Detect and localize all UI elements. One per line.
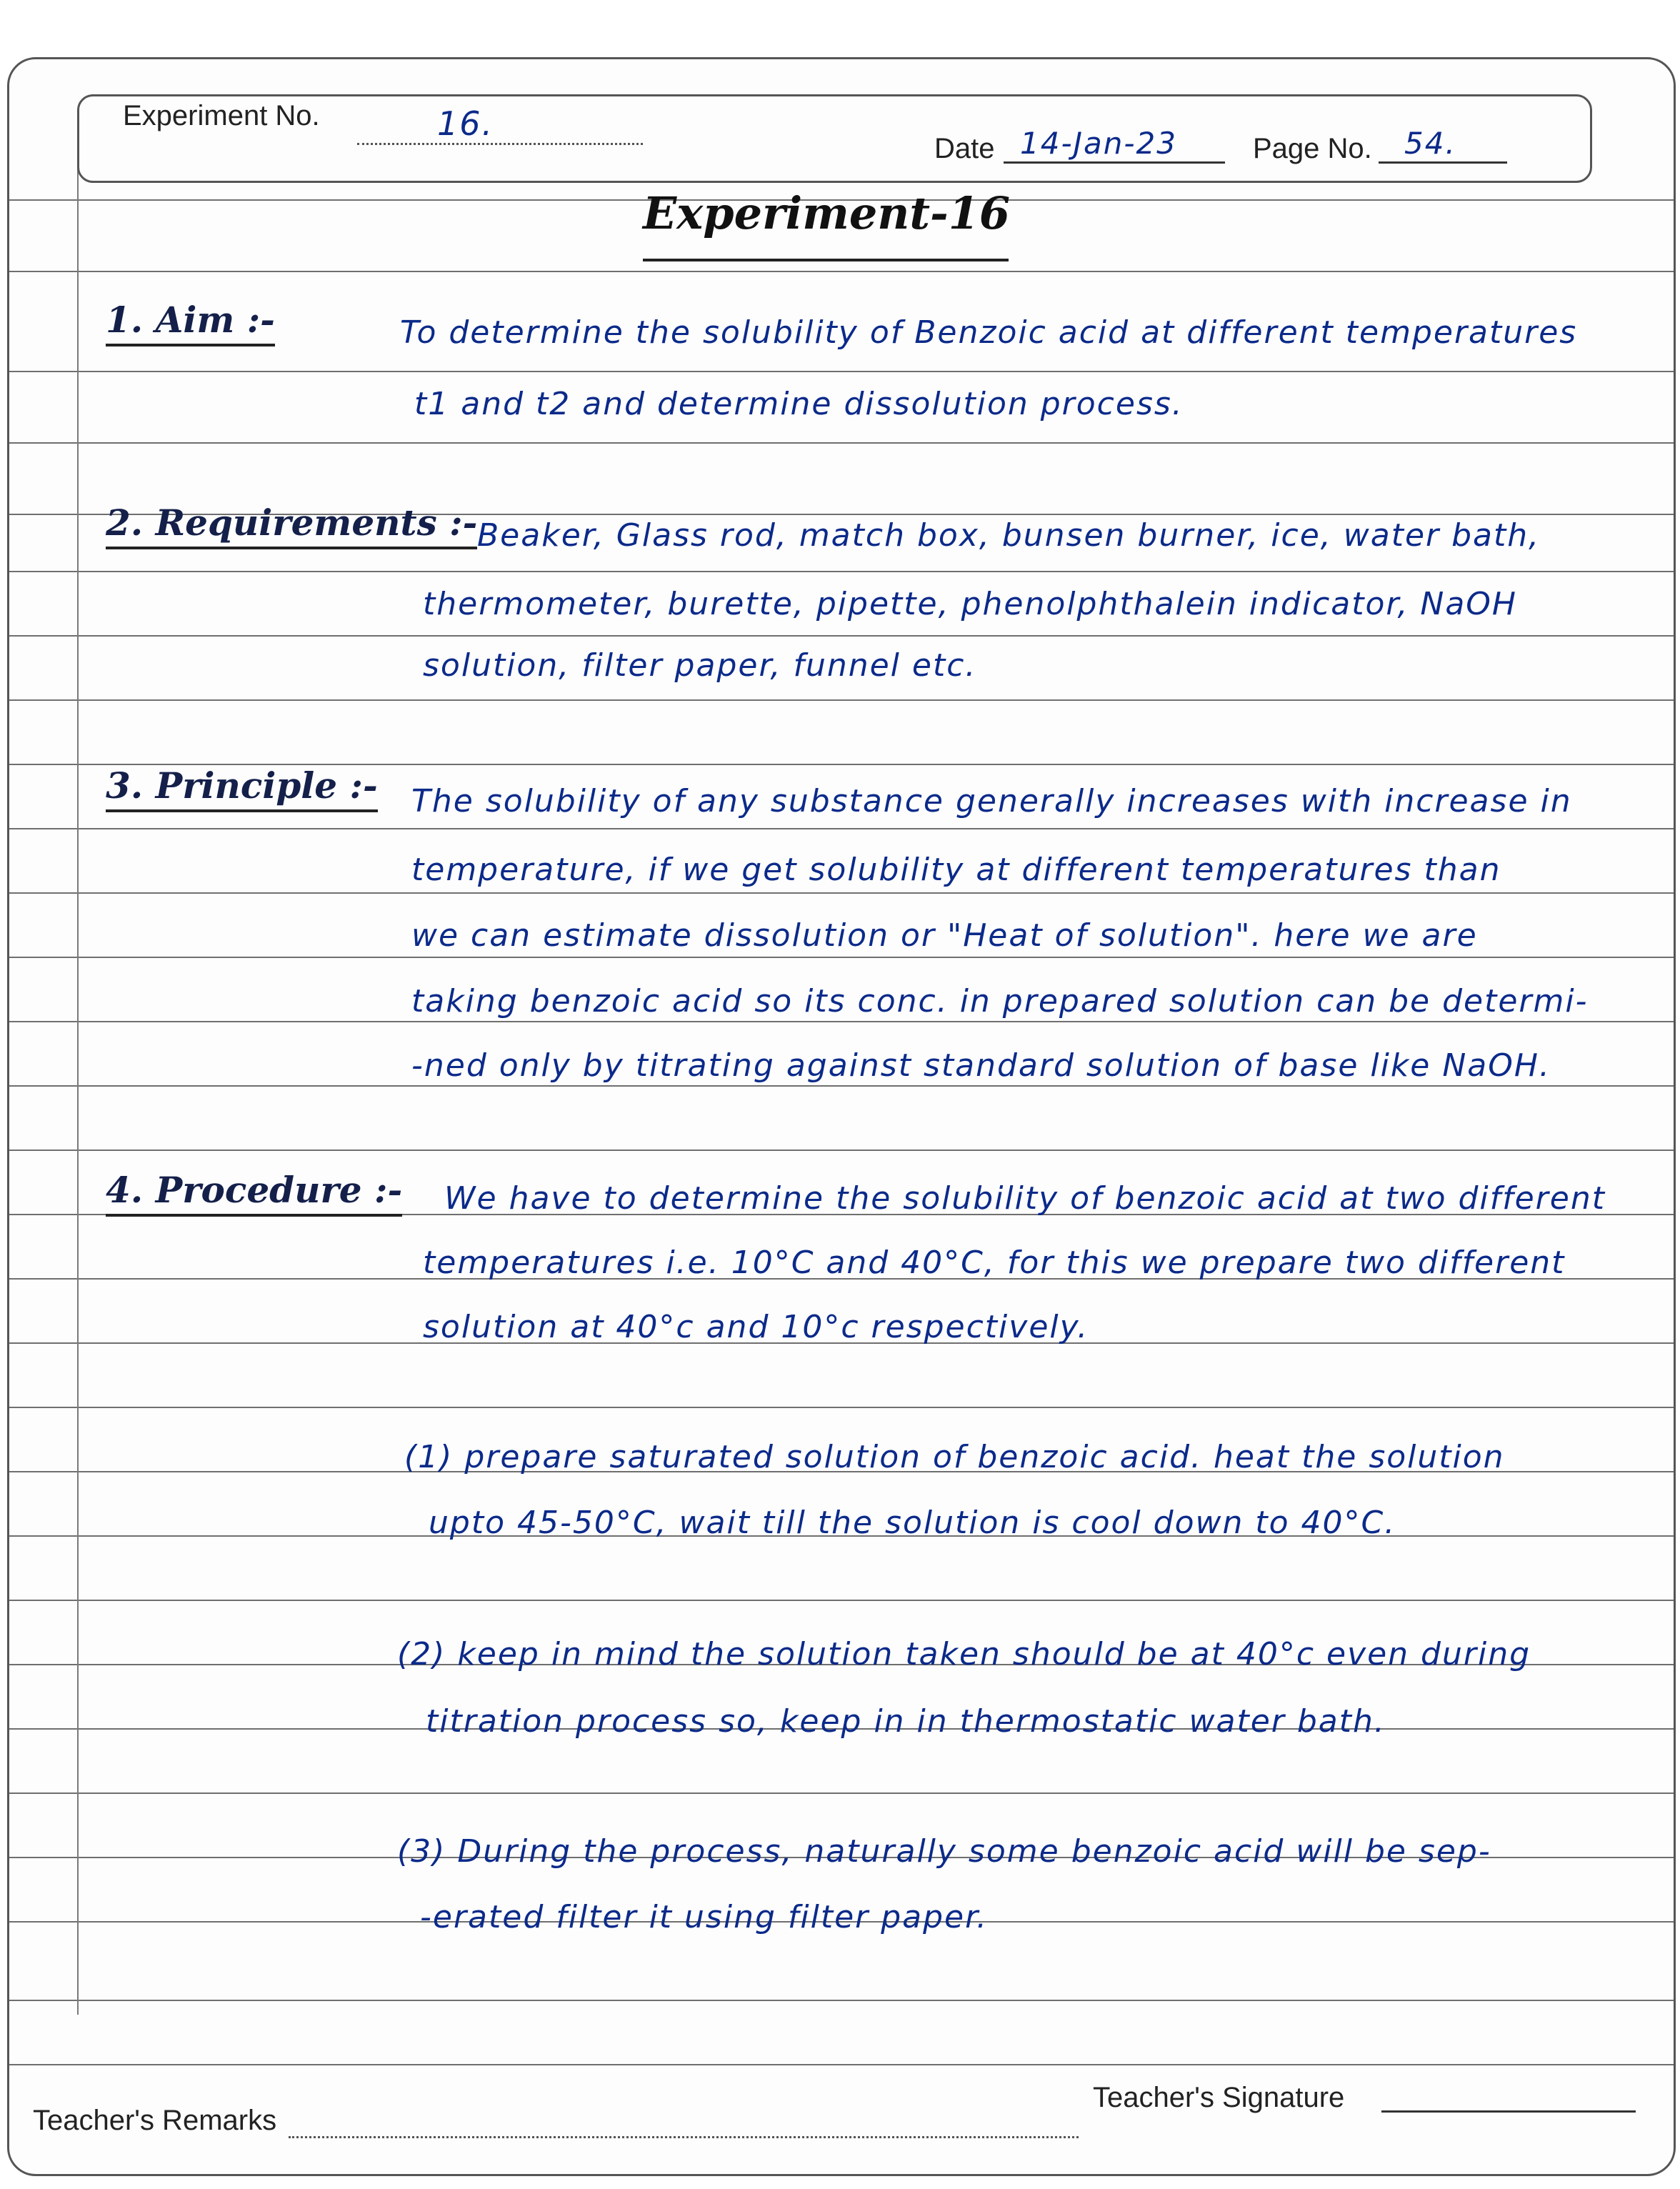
- requirements-line-1: Beaker, Glass rod, match box, bunsen burner, ice, water bath,: [477, 517, 1541, 554]
- procedure-line-3: solution at 40°c and 10°c respectively.: [423, 1309, 1089, 1345]
- ruled-line: [9, 1021, 1674, 1022]
- teachers-remarks-label: Teacher's Remarks: [33, 2105, 277, 2136]
- requirements-line-3: solution, filter paper, funnel etc.: [423, 647, 977, 684]
- aim-line-2: t1 and t2 and determine dissolution process.: [414, 386, 1184, 422]
- ruled-line: [9, 2000, 1674, 2001]
- page-title: Experiment-16: [643, 187, 1011, 239]
- principle-line-1: The solubility of any substance generally increases with increase in: [411, 783, 1572, 819]
- page-no-value: 54.: [1404, 126, 1456, 161]
- ruled-line: [9, 892, 1674, 894]
- procedure-step-3-line-1: (3) During the process, naturally some benzoic acid will be sep-: [397, 1833, 1491, 1870]
- ruled-line: [9, 1600, 1674, 1601]
- page-no-label: Page No.: [1253, 133, 1372, 164]
- aim-line-1: To determine the solubility of Benzoic acid at different temperatures: [400, 314, 1578, 351]
- date-underline: [1004, 161, 1225, 164]
- teachers-remarks-dotted-line: [289, 2136, 1079, 2138]
- ruled-line: [9, 2064, 1674, 2065]
- aim-label: 1. Aim :-: [106, 299, 275, 346]
- ruled-line: [9, 1407, 1674, 1408]
- requirements-label: 2. Requirements :-: [106, 502, 477, 549]
- margin-line: [77, 157, 79, 2015]
- procedure-line-1: We have to determine the solubility of benzoic acid at two different: [444, 1180, 1606, 1217]
- page-no-underline: [1379, 161, 1507, 164]
- procedure-step-2-line-1: (2) keep in mind the solution taken should be at 40°c even during: [397, 1636, 1531, 1672]
- ruled-line: [9, 957, 1674, 958]
- title-underline: [643, 259, 1009, 261]
- experiment-no-value: 16.: [437, 104, 494, 143]
- principle-line-2: temperature, if we get solubility at different temperatures than: [411, 852, 1501, 888]
- procedure-step-3-line-2: -erated filter it using filter paper.: [420, 1899, 989, 1935]
- principle-label: 3. Principle :-: [106, 764, 378, 812]
- ruled-line: [9, 828, 1674, 829]
- procedure-line-2: temperatures i.e. 10°C and 40°C, for this we prepare two different: [423, 1245, 1566, 1281]
- procedure-step-2-line-2: titration process so, keep in in thermostatic water bath.: [426, 1703, 1386, 1740]
- experiment-no-label: Experiment No.: [123, 100, 320, 131]
- procedure-step-1-line-2: upto 45-50°C, wait till the solution is cool down to 40°C.: [429, 1505, 1396, 1541]
- teachers-signature-line: [1381, 2110, 1636, 2113]
- ruled-line: [9, 442, 1674, 444]
- ruled-line: [9, 371, 1674, 372]
- ruled-line: [9, 1792, 1674, 1794]
- requirements-line-2: thermometer, burette, pipette, phenolphthalein indicator, NaOH: [423, 586, 1518, 622]
- procedure-label: 4. Procedure :-: [106, 1169, 402, 1217]
- procedure-step-1-line-1: (1) prepare saturated solution of benzoic acid. heat the solution: [404, 1439, 1505, 1475]
- principle-line-4: taking benzoic acid so its conc. in prepared solution can be determi-: [411, 983, 1589, 1019]
- principle-line-3: we can estimate dissolution or "Heat of solution". here we are: [411, 917, 1478, 954]
- teachers-signature-label: Teacher's Signature: [1093, 2082, 1345, 2113]
- ruled-line: [9, 271, 1674, 272]
- ruled-line: [9, 635, 1674, 637]
- ruled-line: [9, 571, 1674, 572]
- experiment-no-dotted-line: [357, 143, 643, 145]
- ruled-line: [9, 1150, 1674, 1151]
- principle-line-5: -ned only by titrating against standard solution of base like NaOH.: [411, 1047, 1551, 1084]
- ruled-line: [9, 1085, 1674, 1087]
- date-label: Date: [934, 133, 995, 164]
- date-value: 14-Jan-23: [1020, 126, 1177, 161]
- ruled-line: [9, 699, 1674, 701]
